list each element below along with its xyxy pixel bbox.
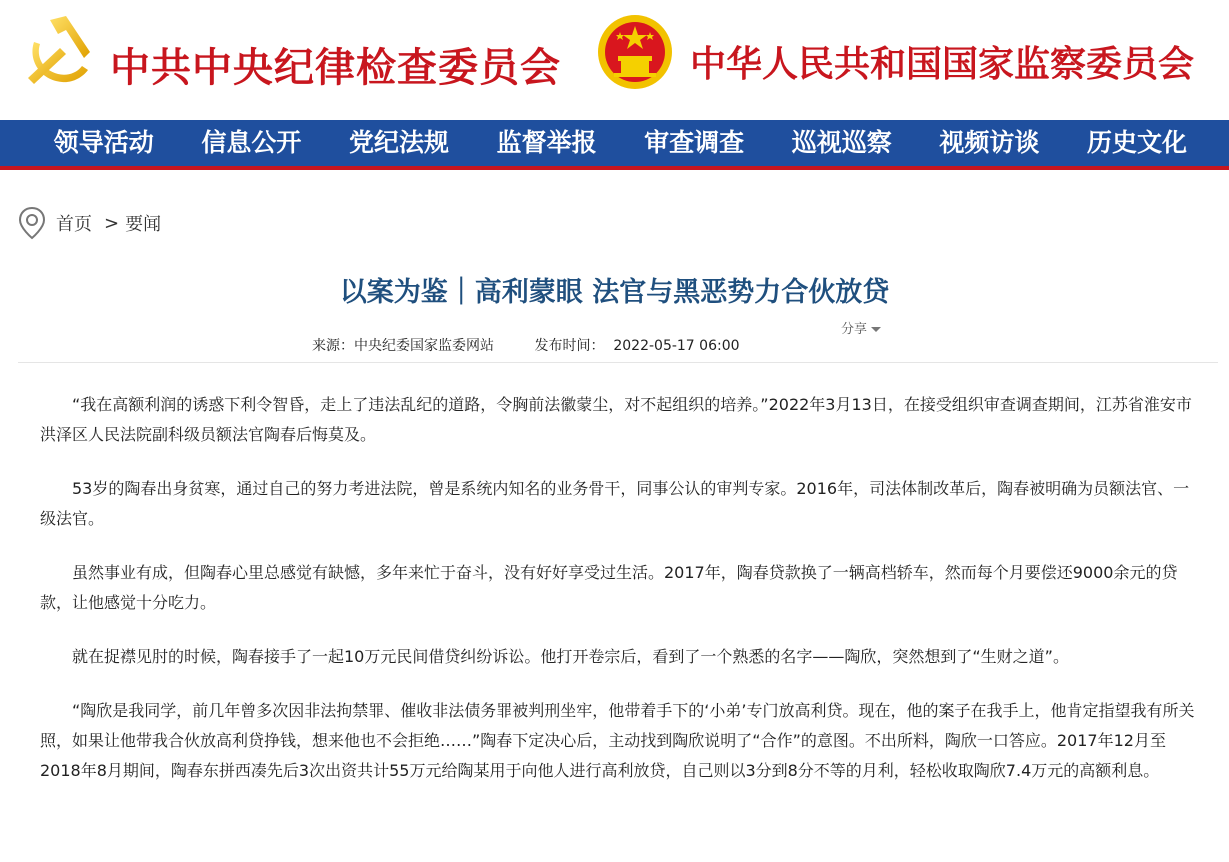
article-body	[40, 390, 1200, 810]
main-nav	[0, 120, 1229, 170]
cpc-ccdi-title: 中共中央纪律检查委员会	[110, 44, 561, 91]
nav-item-regulations[interactable]: 党纪法规	[348, 128, 449, 157]
share-label: 分享	[841, 322, 868, 337]
site-header	[0, 0, 1229, 120]
article-paragraph: 虽然事业有成，但陶春心里总感觉有缺憾，多年来忙于奋斗，没有好好享受过生活。2017年，陶春贷款换了一辆高档轿车，然而每个月要偿还9000余元的贷款，让他感觉十分吃力。	[40, 563, 1178, 612]
breadcrumb-home-link[interactable]: 首页	[56, 214, 92, 235]
breadcrumb-current-link[interactable]: 要闻	[125, 214, 162, 235]
article-meta	[312, 335, 740, 355]
nav-item-info-disclosure[interactable]: 信息公开	[201, 128, 302, 157]
article-paragraph: “我在高额利润的诱惑下利令智昏，走上了违法乱纪的道路，令胸前法徽蒙尘，对不起组织的培养。”2022年3月13日，在接受组织审查调查期间，江苏省淮安市洪泽区人民法院副科级员额法官陶春后悔莫及。	[40, 395, 1192, 444]
article-paragraph: 53岁的陶春出身贫寒，通过自己的努力考进法院，曾是系统内知名的业务骨干，同事公认的审判专家。2016年，司法体制改革后，陶春被明确为员额法官、一级法官。	[40, 479, 1190, 528]
nav-item-supervision-report[interactable]: 监督举报	[496, 128, 597, 157]
article-paragraph: “陶欣是我同学，前几年曾多次因非法拘禁罪、催收非法债务罪被判刑坐牢，他带着手下的‘小弟’专门放高利贷。现在，他的案子在我手上，他肯定指望我有所关照，如果让他带我合伙放高利贷挣钱，想来他也不会拒绝……”陶春下定决心后，主动找到陶欣说明了“合作”的意图。不出所料，陶欣一口答应。2017年12月至2018年8月期间，陶春东拼西凑先后3次出资共计55万元给陶某用于向他人进行高利放贷，自己则以3分到8分不等的月利，轻松收取陶欣7.4万元的高额利息。	[40, 701, 1195, 780]
party-emblem-icon	[20, 12, 94, 88]
article-publish-time: 发布时间： 2022-05-17 06:00	[534, 338, 740, 354]
nav-item-video-interview[interactable]: 视频访谈	[939, 128, 1040, 157]
location-pin-icon	[18, 206, 46, 240]
caret-down-icon	[871, 327, 881, 332]
breadcrumb	[18, 206, 161, 240]
nav-item-history[interactable]: 历史文化	[1086, 128, 1187, 157]
article-paragraph: 就在捉襟见肘的时候，陶春接手了一起10万元民间借贷纠纷诉讼。他打开卷宗后，看到了一个熟悉的名字——陶欣，突然想到了“生财之道”。	[72, 647, 1069, 666]
divider	[18, 362, 1218, 363]
article-title: 以案为鉴｜高利蒙眼 法官与黑恶势力合伙放贷	[339, 277, 890, 308]
nav-item-leadership[interactable]: 领导活动	[53, 128, 154, 157]
nsc-title: 中华人民共和国国家监察委员会	[690, 43, 1195, 85]
nav-item-inspection[interactable]: 巡视巡察	[791, 128, 892, 157]
share-button[interactable]	[841, 318, 881, 337]
article-source: 来源：中央纪委国家监委网站	[312, 338, 494, 354]
national-emblem-icon	[596, 12, 674, 92]
nav-item-investigation[interactable]: 审查调查	[644, 128, 745, 157]
breadcrumb-separator: >	[104, 212, 120, 234]
